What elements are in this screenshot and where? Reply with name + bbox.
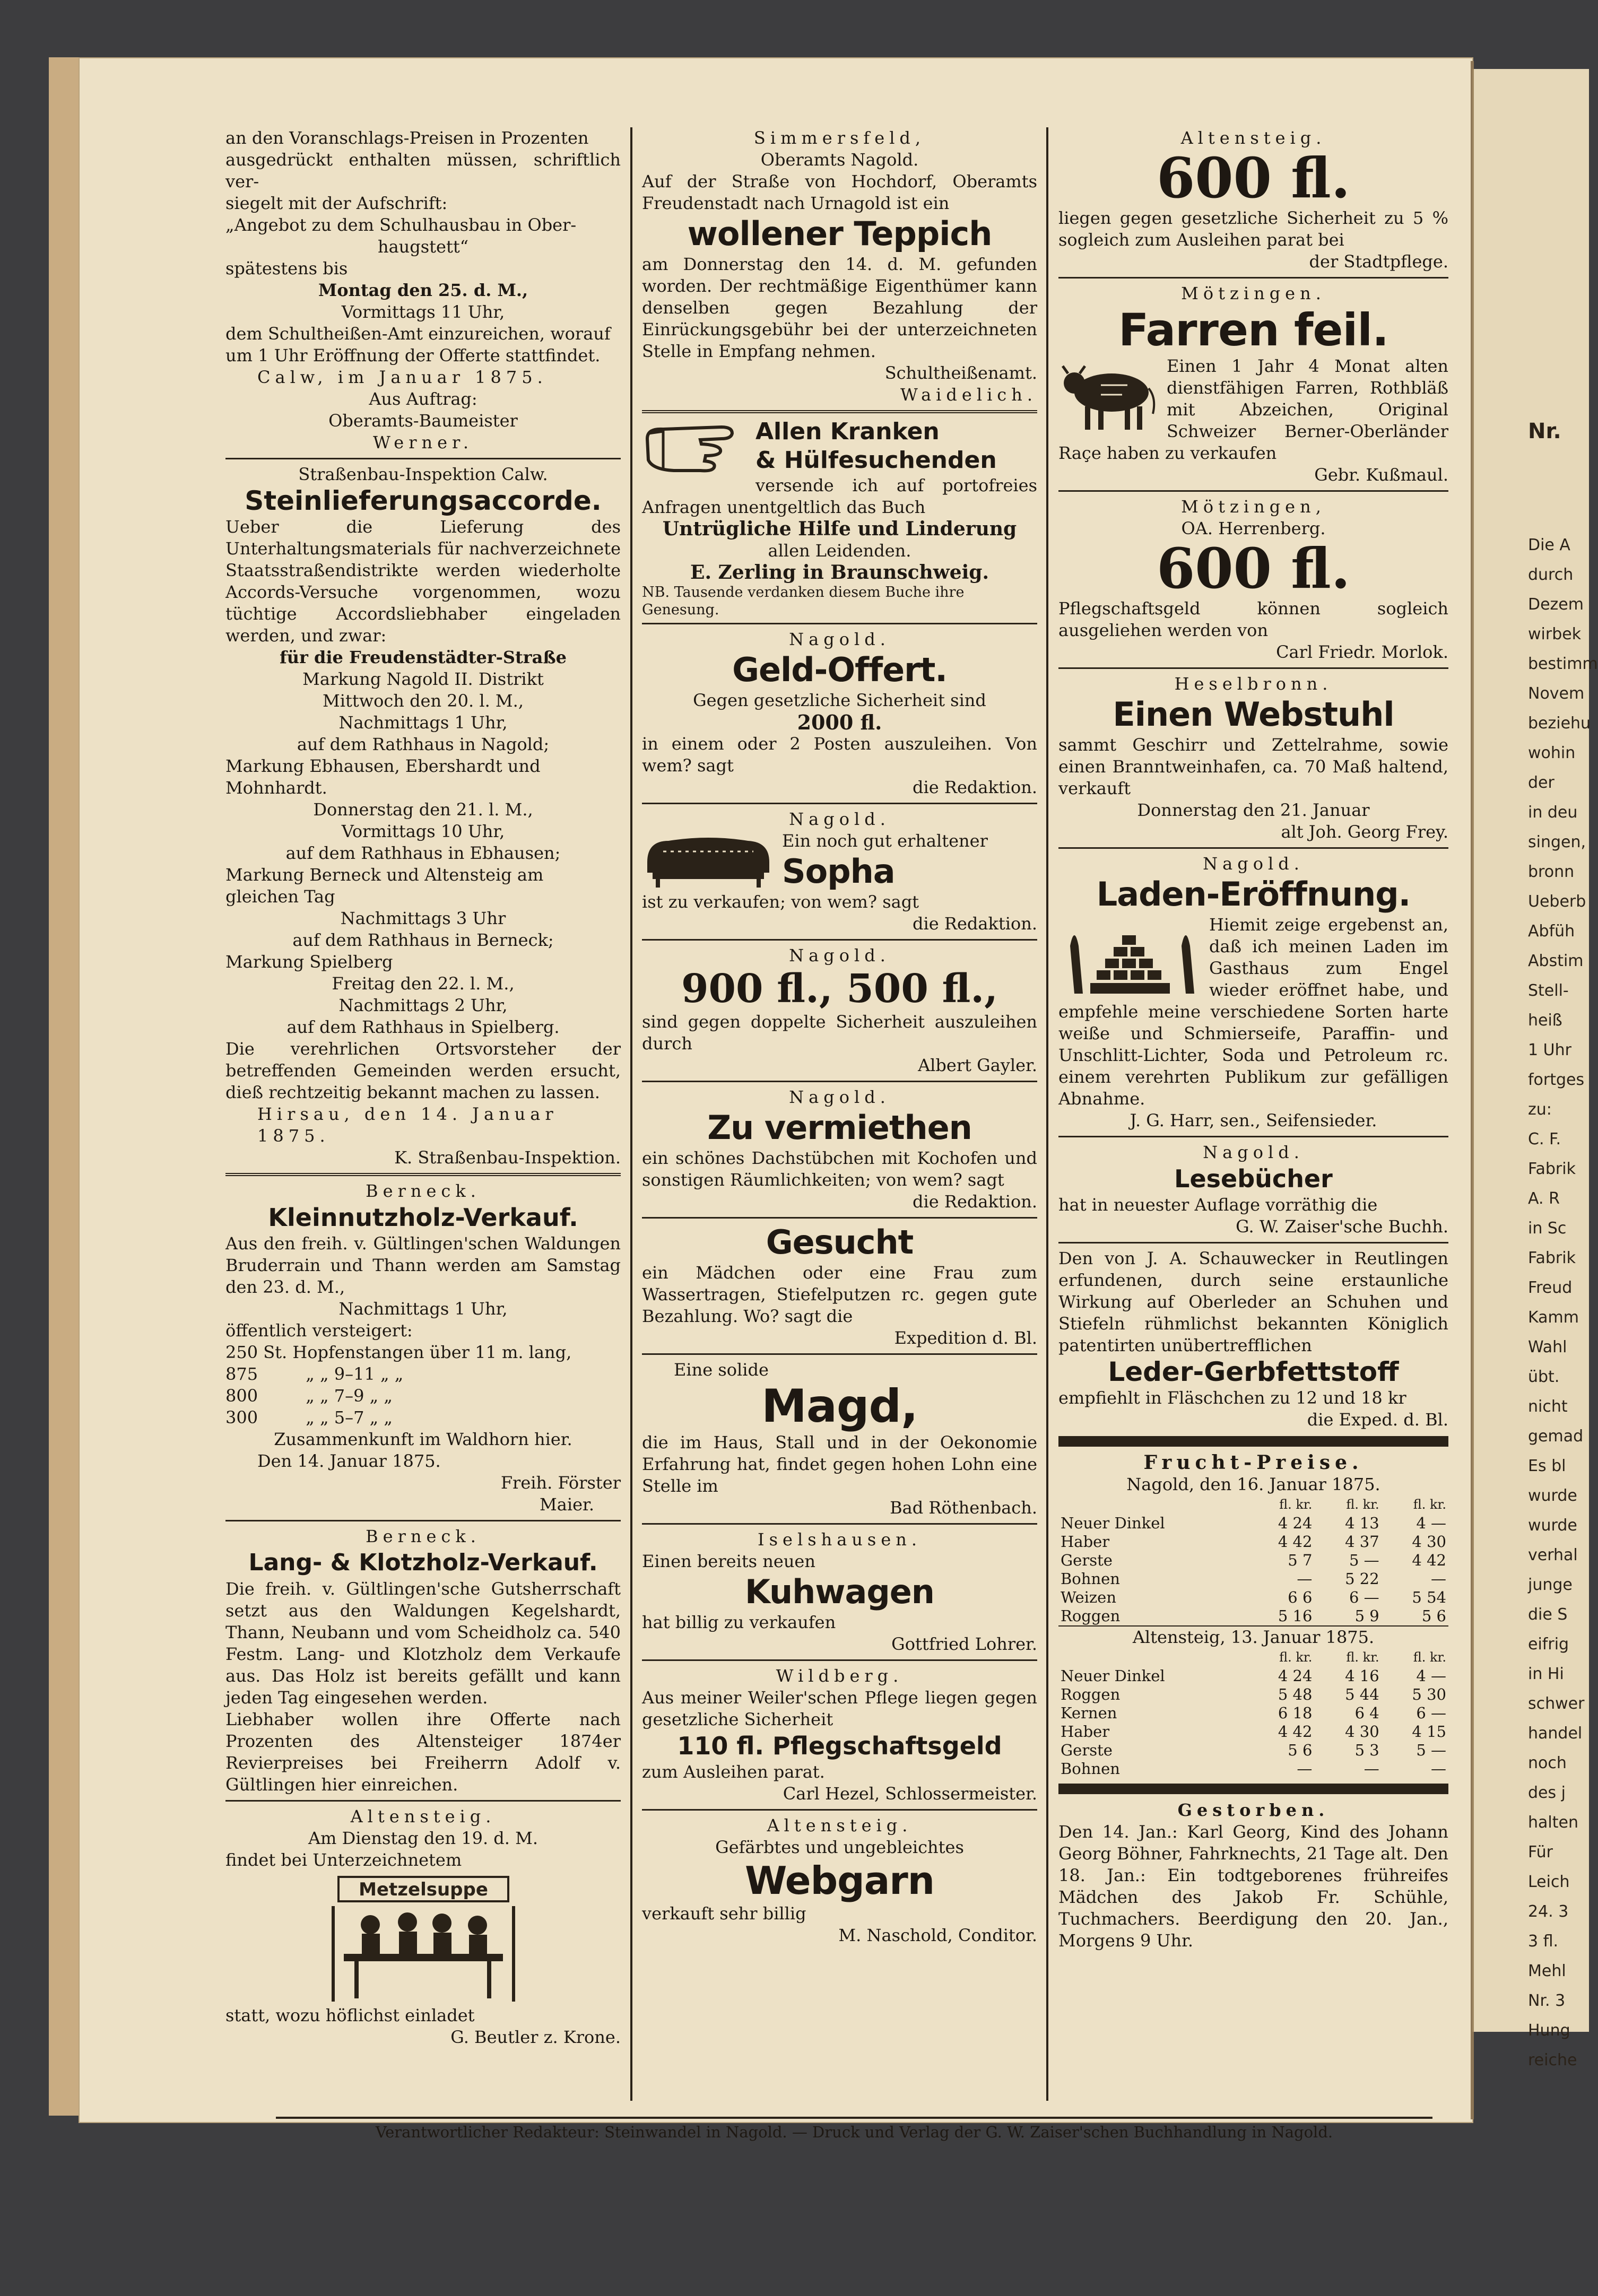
ad-sender: E. Zerling in Braunschweig. bbox=[690, 561, 989, 584]
ad-body: sammt Geschirr und Zettelrahme, sowie einen Branntweinhafen, ca. 70 Maß haltend, verkauft bbox=[1058, 735, 1448, 798]
ad-place: Simmersfeld, bbox=[753, 128, 926, 148]
next-page-line: durch bbox=[1528, 566, 1574, 584]
ad-signature: der Stadtpflege. bbox=[1309, 251, 1448, 272]
column-1 bbox=[225, 127, 621, 2048]
ad-intro: öffentlich versteigert: bbox=[225, 1320, 413, 1341]
ad-line: Vormittags 10 Uhr, bbox=[341, 821, 505, 841]
prices-title: Frucht-Preise. bbox=[1143, 1451, 1363, 1474]
next-page-line: Leich bbox=[1528, 1873, 1570, 1891]
ad-line: Gegen gesetzliche Sicherheit sind bbox=[693, 690, 986, 710]
ad-place: Altensteig. bbox=[350, 1806, 496, 1827]
ad-place: Altensteig. bbox=[767, 1815, 913, 1836]
ad-body: ist zu verkaufen; von wem? sagt bbox=[642, 892, 919, 912]
tavern-illustration bbox=[328, 1874, 519, 2002]
ad-found-carpet bbox=[642, 127, 1037, 406]
divider bbox=[1058, 847, 1448, 849]
ad-place: Wildberg. bbox=[776, 1666, 904, 1686]
table-row: Bohnen — — — bbox=[1061, 1760, 1446, 1778]
ad-line: dem Schultheißen-Amt einzureichen, worauf bbox=[225, 324, 611, 344]
ad-sofa bbox=[642, 808, 1037, 935]
ad-place: Nagold. bbox=[789, 809, 890, 829]
ad-schoolhouse-tender bbox=[225, 127, 621, 454]
ad-body: liegen gegen gesetzliche Sicherheit zu 5 % sogleich zum Ausleihen parat bei bbox=[1058, 208, 1448, 250]
ad-title: wollener Teppich bbox=[687, 214, 992, 253]
ad-line: auf dem Rathhaus in Nagold; bbox=[297, 734, 550, 754]
item: „ „ 5–7 „ „ bbox=[306, 1407, 393, 1428]
divider bbox=[225, 458, 621, 459]
divider bbox=[1058, 667, 1448, 669]
next-page-line: nicht bbox=[1528, 1397, 1568, 1416]
bull-icon bbox=[1058, 355, 1159, 435]
ad-meet: Zusammenkunft im Waldhorn hier. bbox=[274, 1429, 572, 1449]
next-page-line: übt. bbox=[1528, 1368, 1560, 1386]
ad-body: zum Ausleihen parat. bbox=[642, 1762, 825, 1782]
ad-title: Steinlieferungsaccorde. bbox=[245, 485, 602, 516]
next-page-line: junge bbox=[1528, 1576, 1573, 1594]
next-page-line: handel bbox=[1528, 1724, 1583, 1743]
ad-body: empfiehlt in Fläschchen zu 12 und 18 kr bbox=[1058, 1388, 1406, 1408]
ad-intro: Auf der Straße von Hochdorf, Oberamts Freudenstadt nach Urnagold ist ein bbox=[642, 171, 1037, 213]
qty: 875 bbox=[225, 1364, 258, 1384]
ad-body: ein schönes Dachstübchen mit Kochofen und sonstigen Räumlichkeiten; von wem? sagt bbox=[642, 1148, 1037, 1190]
next-page-line: bronn bbox=[1528, 863, 1575, 881]
ad-place: Heselbronn. bbox=[1174, 674, 1333, 694]
next-page-line: 1 Uhr bbox=[1528, 1041, 1571, 1059]
ad-line: spätestens bis bbox=[225, 258, 348, 279]
next-page-line: Fabrik bbox=[1528, 1249, 1576, 1267]
ad-date: Den 14. Januar 1875. bbox=[257, 1451, 441, 1471]
ad-line: Montag den 25. d. M., bbox=[318, 280, 528, 300]
prices-table-altensteig: fl. kr. fl. kr. fl. kr. Neuer Dinkel 4 24 4 16 4 — Roggen 5 48 5 44 5 30 Kernen 6 18 6 4 6 — Haber 4 42 4 30 4 15 Gerste 5 6 5 3 5 — Bohnen — — — bbox=[1058, 1648, 1448, 1778]
ad-place: Berneck. bbox=[366, 1526, 481, 1546]
ad-trust-loan-motzingen bbox=[1058, 496, 1448, 663]
next-page-line: 24. 3 bbox=[1528, 1902, 1569, 1921]
ad-body: versende ich auf portofreies Anfragen unentgeltlich das Buch bbox=[642, 475, 1037, 517]
ad-road: für die Freudenstädter-Straße bbox=[279, 647, 567, 667]
ad-title: Lang- & Klotzholz-Verkauf. bbox=[248, 1549, 598, 1576]
column-2 bbox=[642, 127, 1037, 1946]
ad-row bbox=[225, 1363, 621, 1385]
ad-body: Liebhaber wollen ihre Offerte nach Prozenten des Altensteiger 1874er Revierpreises bei Freiherrn Adolf v. Gültlingen hier einreichen. bbox=[225, 1709, 621, 1795]
ad-book: allen Leidenden. bbox=[768, 541, 911, 561]
ad-intro: Eine solide bbox=[674, 1360, 769, 1380]
ad-stone-delivery bbox=[225, 464, 621, 1169]
ad-closing: Die verehrlichen Ortsvorsteher der betreffenden Gemeinden werden ersucht, dieß rechtzeitig bekannt machen zu lassen. bbox=[225, 1039, 621, 1102]
metzelsuppe-sign-text: Metzelsuppe bbox=[358, 1879, 488, 1900]
ad-for-rent bbox=[642, 1086, 1037, 1213]
ad-place: Altensteig. bbox=[1180, 128, 1326, 148]
ad-body: die im Haus, Stall und in der Oekonomie Erfahrung hat, findet gegen hohen Lohn eine Stelle im bbox=[642, 1432, 1037, 1496]
ad-title: Magd, bbox=[761, 1380, 918, 1433]
next-page-line: reiche bbox=[1528, 2051, 1577, 2069]
next-page-line: des j bbox=[1528, 1784, 1566, 1802]
thick-divider bbox=[1058, 1436, 1448, 1447]
ad-body: Den von J. A. Schauwecker in Reutlingen erfundenen, durch seine erstaunliche Wirkung auf Oberleder an Schuhen und Stiefeln rühmlichst bekannten Königlich patentirten unübertrefflichen bbox=[1058, 1248, 1448, 1355]
ad-title: Allen Kranken bbox=[755, 418, 940, 445]
ad-line: Markung Ebhausen, Ebershardt und Mohnhardt. bbox=[225, 756, 541, 798]
next-page-line: bestimm bbox=[1528, 655, 1598, 673]
next-page-line: Fabrik bbox=[1528, 1160, 1576, 1178]
ad-line: haugstett“ bbox=[377, 237, 469, 257]
ad-wanted bbox=[642, 1223, 1037, 1349]
deaths-notice bbox=[1058, 1799, 1448, 1952]
ad-loan-amounts bbox=[642, 945, 1037, 1076]
next-page-line: wurde bbox=[1528, 1486, 1577, 1505]
ad-line: ausgedrückt enthalten müssen, schriftlich ver- bbox=[225, 150, 621, 192]
ad-line: siegelt mit der Aufschrift: bbox=[225, 193, 448, 213]
next-page-line: Freud bbox=[1528, 1279, 1573, 1297]
ad-title: Lesebücher bbox=[1174, 1164, 1333, 1193]
next-page-line: halten bbox=[1528, 1813, 1578, 1832]
ad-signature: die Redaktion. bbox=[913, 1192, 1037, 1212]
ad-title: Farren feil. bbox=[1118, 304, 1389, 356]
divider bbox=[642, 623, 1037, 624]
next-page-line: Kamm bbox=[1528, 1308, 1579, 1327]
ad-title: Gesucht bbox=[766, 1223, 914, 1262]
table-row: Kernen 6 18 6 4 6 — bbox=[1061, 1704, 1446, 1722]
ad-line: Donnerstag den 21. l. M., bbox=[313, 799, 533, 820]
deaths-body: Den 14. Jan.: Karl Georg, Kind des Johann Georg Böhner, Fahrknechts, 21 Tage alt. Den 18. Jan.: Ein todtgeborenes frühreifes Mädchen des Jakob Fr. Schühle, Tuchmachers. Beerdigung den 20. Jan., Morgens 9 Uhr. bbox=[1058, 1822, 1448, 1951]
ad-place: Nagold. bbox=[789, 945, 890, 966]
ad-body: ein Mädchen oder eine Frau zum Wassertragen, Stiefelputzen rc. gegen gute Bezahlung. Wo? sagt die bbox=[642, 1263, 1037, 1326]
ad-intro: Gefärbtes und ungebleichtes bbox=[715, 1837, 964, 1857]
next-page-line: heiß bbox=[1528, 1011, 1562, 1030]
ad-body: in einem oder 2 Posten auszuleihen. Von wem? sagt bbox=[642, 734, 1037, 776]
ad-line: Mittwoch den 20. l. M., bbox=[322, 691, 524, 711]
ad-line: statt, wozu höflichst einladet bbox=[225, 2005, 475, 2025]
ad-row bbox=[225, 1407, 621, 1429]
divider bbox=[1058, 1136, 1448, 1137]
prices-market: Nagold, den 16. Januar 1875. bbox=[1126, 1474, 1380, 1494]
ad-title: Einen Webstuhl bbox=[1113, 695, 1394, 734]
divider bbox=[642, 1353, 1037, 1355]
ad-leather-grease bbox=[1058, 1248, 1448, 1431]
qty: 800 bbox=[225, 1386, 258, 1406]
ad-body: Pflegschaftsgeld können sogleich ausgeliehen werden von bbox=[1058, 598, 1448, 640]
prices-market: Altensteig, 13. Januar 1875. bbox=[1058, 1625, 1448, 1648]
next-page-line: Für bbox=[1528, 1843, 1553, 1862]
ad-line: Oberamts-Baumeister bbox=[328, 411, 518, 431]
ad-line: Aus Auftrag: bbox=[369, 389, 477, 409]
ad-loom bbox=[1058, 673, 1448, 843]
ad-line: Freitag den 22. l. M., bbox=[332, 973, 515, 994]
ad-signature: J. G. Harr, sen., Seifensieder. bbox=[1130, 1110, 1377, 1130]
ad-title: & Hülfesuchenden bbox=[755, 447, 997, 474]
next-page-line: Mehl bbox=[1528, 1962, 1566, 1980]
ad-place: Oberamts Nagold. bbox=[760, 150, 919, 170]
ad-title: Zu vermiethen bbox=[707, 1108, 972, 1147]
ad-line: Am Dienstag den 19. d. M. bbox=[308, 1828, 539, 1848]
next-page-line: verhal bbox=[1528, 1546, 1578, 1564]
ad-nb: NB. Tausende verdanken diesem Buche ihre Genesung. bbox=[642, 584, 965, 618]
ad-place: Iselshausen. bbox=[757, 1529, 922, 1550]
ad-signature: Maier. bbox=[540, 1494, 594, 1515]
ad-body: am Donnerstag den 14. d. M. gefunden worden. Der rechtmäßige Eigenthümer kann denselben gegen Bezahlung der Einrückungsgebühr bei der unterzeichneten Stelle in Empfang nehmen. bbox=[642, 254, 1037, 361]
next-page-line: in deu bbox=[1528, 803, 1578, 822]
ad-signature: G. Beutler z. Krone. bbox=[450, 2027, 621, 2047]
ad-maid bbox=[642, 1359, 1037, 1519]
ad-title: Kuhwagen bbox=[745, 1572, 934, 1611]
ad-date: Donnerstag den 21. Januar bbox=[1137, 800, 1370, 820]
ad-line: an den Voranschlags-Preisen in Prozenten bbox=[225, 128, 589, 148]
ad-yarn bbox=[642, 1815, 1037, 1946]
ad-signature: G. W. Zaiser'sche Buchh. bbox=[1236, 1216, 1448, 1237]
ad-line: findet bei Unterzeichnetem bbox=[225, 1850, 462, 1870]
ad-shop-opening bbox=[1058, 853, 1448, 1132]
next-page-line: in Sc bbox=[1528, 1219, 1567, 1238]
ad-title: 600 fl. bbox=[1156, 536, 1351, 601]
ad-body: verkauft sehr billig bbox=[642, 1903, 806, 1924]
table-row: Neuer Dinkel 4 24 4 13 4 — bbox=[1061, 1514, 1446, 1532]
ad-title: Sopha bbox=[782, 852, 895, 891]
table-row: Gerste 5 6 5 3 5 — bbox=[1061, 1741, 1446, 1759]
next-page-line: die S bbox=[1528, 1605, 1568, 1624]
divider bbox=[642, 1809, 1037, 1811]
col-head: fl. kr. bbox=[1279, 1497, 1313, 1512]
ad-line: auf dem Rathhaus in Ebhausen; bbox=[285, 843, 561, 863]
ad-signature: K. Straßenbau-Inspektion. bbox=[394, 1147, 621, 1168]
ad-signature: M. Naschold, Conditor. bbox=[838, 1925, 1037, 1945]
ad-signature: Gottfried Lohrer. bbox=[891, 1634, 1037, 1654]
next-page-line: Dezem bbox=[1528, 595, 1584, 614]
ad-signature: Carl Hezel, Schlossermeister. bbox=[783, 1784, 1037, 1804]
next-page-line: Abfüh bbox=[1528, 922, 1575, 941]
ad-line: Vormittags 11 Uhr, bbox=[341, 302, 505, 322]
ad-row bbox=[225, 1342, 621, 1363]
next-page-line: Die A bbox=[1528, 536, 1570, 554]
ad-place: OA. Herrenberg. bbox=[1181, 518, 1326, 538]
ad-time: Nachmittags 1 Uhr, bbox=[338, 1299, 508, 1319]
table-row: Neuer Dinkel 4 24 4 16 4 — bbox=[1061, 1667, 1446, 1685]
divider bbox=[1058, 1242, 1448, 1243]
ad-small-timber-sale bbox=[225, 1180, 621, 1516]
ad-signature: Schultheißenamt. bbox=[884, 363, 1037, 383]
ad-signature: die Redaktion. bbox=[913, 914, 1037, 934]
next-page-line: singen, bbox=[1528, 833, 1586, 851]
column-rule-1 bbox=[630, 127, 632, 2101]
qty: 300 bbox=[225, 1407, 258, 1428]
ad-title: Leder-Gerbfettstoff bbox=[1108, 1356, 1399, 1387]
sofa-icon bbox=[642, 830, 775, 889]
ad-title: Kleinnutzholz-Verkauf. bbox=[268, 1203, 578, 1232]
ad-body: Aus den freih. v. Gültlingen'schen Waldungen Bruderrain und Thann werden am Samstag den 23. d. M., bbox=[225, 1233, 621, 1297]
divider bbox=[1058, 490, 1448, 492]
next-page-line: eifrig bbox=[1528, 1635, 1569, 1654]
divider bbox=[225, 1173, 621, 1176]
ad-intro: Ein noch gut erhaltener bbox=[782, 831, 988, 851]
ad-title: 110 fl. Pflegschaftsgeld bbox=[677, 1732, 1002, 1760]
ad-signature: die Redaktion. bbox=[913, 777, 1037, 797]
next-page-line: Wahl bbox=[1528, 1338, 1567, 1356]
ad-body: Hiemit zeige ergebenst an, daß ich meinen Laden im Gasthaus zum Engel wieder eröffnet habe, und empfehle meine verschiedene Sorten harte weiße und Schmierseife, Paraffin- und Unschlitt-Lichter, Soda und Petroleum rc. einem verehrten Publikum zur gefälligen Abnahme. bbox=[1058, 915, 1448, 1109]
ad-place: Nagold. bbox=[1203, 854, 1304, 874]
col-head: fl. kr. bbox=[1346, 1497, 1379, 1512]
ad-row bbox=[225, 1385, 621, 1407]
ad-line: auf dem Rathhaus in Spielberg. bbox=[286, 1017, 560, 1037]
next-page-line: wirbek bbox=[1528, 625, 1582, 643]
ad-book: Untrügliche Hilfe und Linderung bbox=[662, 518, 1017, 540]
ad-place: Nagold. bbox=[789, 629, 890, 649]
ad-signature: Carl Friedr. Morlok. bbox=[1276, 642, 1448, 662]
ad-metzelsuppe bbox=[225, 1806, 621, 2048]
item: „ „ 7–9 „ „ bbox=[306, 1386, 393, 1406]
ad-place: Nagold. bbox=[789, 1087, 890, 1107]
ad-body: Ueber die Lieferung des Unterhaltungsmaterials für nachverzeichnete Staatsstraßendistrikte werden wiederholte Accords-Versuche vorgenommen, wozu tüchtige Accordsliebhaber eingeladen werden, und zwar: bbox=[225, 517, 621, 646]
next-page-line: Nr. 3 bbox=[1528, 1991, 1566, 2010]
ad-line: auf dem Rathhaus in Berneck; bbox=[292, 930, 554, 950]
ad-long-timber-sale bbox=[225, 1526, 621, 1796]
ad-money-offer bbox=[642, 629, 1037, 798]
next-page-line: C. F. bbox=[1528, 1130, 1561, 1149]
imprint-footer: Verantwortlicher Redakteur: Steinwandel in Nagold. — Druck und Verlag der G. W. Zaiser'schen Buchhandlung in Nagold. bbox=[276, 2117, 1432, 2141]
prices-table-nagold bbox=[1058, 1495, 1448, 1625]
next-page-line: zu: bbox=[1528, 1100, 1552, 1119]
ad-amount: 2000 fl. bbox=[797, 710, 882, 734]
next-page-line: noch bbox=[1528, 1754, 1567, 1772]
divider bbox=[642, 1659, 1037, 1661]
next-page-line: A. R bbox=[1528, 1189, 1560, 1208]
ad-place: Hirsau, den 14. Januar 1875. bbox=[257, 1104, 558, 1146]
grain-prices bbox=[1058, 1452, 1448, 1778]
ad-body: sind gegen doppelte Sicherheit auszuleihen durch bbox=[642, 1012, 1037, 1054]
ad-body: Einen 1 Jahr 4 Monat alten dienstfähigen Farren, Rothbläß mit Abzeichen, Original Schweizer Berner-Oberländer Raçe haben zu verkaufen bbox=[1058, 356, 1448, 463]
ad-title: Laden-Eröffnung. bbox=[1096, 875, 1411, 914]
ad-line: Nachmittags 2 Uhr, bbox=[338, 995, 508, 1015]
table-row: Bohnen — 5 22 — bbox=[1061, 1570, 1446, 1588]
table-row: Haber 4 42 4 37 4 30 bbox=[1061, 1533, 1446, 1551]
ad-title: Geld-Offert. bbox=[732, 650, 947, 689]
next-page-line: Ueberb bbox=[1528, 892, 1586, 911]
next-page-line: in Hi bbox=[1528, 1665, 1564, 1683]
ad-signature: Gebr. Kußmaul. bbox=[1314, 465, 1448, 485]
ad-line: um 1 Uhr Eröffnung der Offerte stattfindet. bbox=[225, 345, 601, 366]
table-row: Roggen 5 48 5 44 5 30 bbox=[1061, 1685, 1446, 1703]
divider bbox=[642, 410, 1037, 413]
divider bbox=[642, 1523, 1037, 1525]
ad-office: Straßenbau-Inspektion Calw. bbox=[298, 464, 548, 484]
column-rule-2 bbox=[1046, 127, 1048, 2101]
ad-line: „Angebot zu dem Schulhausbau in Ober- bbox=[225, 215, 577, 235]
ad-line: Nachmittags 1 Uhr, bbox=[338, 712, 508, 733]
table-row: Weizen 6 6 6 — 5 54 bbox=[1061, 1588, 1446, 1606]
column-3 bbox=[1058, 127, 1448, 1952]
next-page-line: fortges bbox=[1528, 1071, 1585, 1089]
soap-candles-icon bbox=[1058, 914, 1202, 999]
col-head: fl. kr. bbox=[1413, 1497, 1446, 1512]
ad-cow-cart bbox=[642, 1529, 1037, 1655]
next-page-line: wurde bbox=[1528, 1516, 1577, 1535]
pointing-hand-icon bbox=[642, 418, 748, 476]
ad-signature: Bad Röthenbach. bbox=[890, 1498, 1037, 1518]
table-row: Roggen 5 16 5 9 5 6 bbox=[1061, 1607, 1446, 1625]
item: „ „ 9–11 „ „ bbox=[306, 1364, 404, 1384]
divider bbox=[642, 1081, 1037, 1082]
ad-line: Calw, im Januar 1875. bbox=[257, 367, 548, 387]
ad-signature: Waidelich. bbox=[900, 385, 1037, 405]
ad-signature: Freih. Förster bbox=[500, 1473, 621, 1493]
ad-body: Die freih. v. Gültlingen'sche Gutsherrschaft setzt aus den Waldungen Kegelshardt, Thann, Neubann und vom Scheidholz ca. 540 Festm. Lang- und Klotzholz dem Verkaufe aus. Das Holz ist bereits gefällt und kann jeden Tag eingesehen werden. bbox=[225, 1579, 621, 1708]
next-page-line: schwer bbox=[1528, 1694, 1585, 1713]
divider bbox=[225, 1800, 621, 1802]
ad-bull-for-sale bbox=[1058, 283, 1448, 486]
next-page-line: Es bl bbox=[1528, 1457, 1566, 1475]
ad-line: Markung Spielberg bbox=[225, 952, 393, 972]
ad-body: hat in neuester Auflage vorräthig die bbox=[1058, 1195, 1378, 1215]
deaths-title: Gestorben. bbox=[1177, 1800, 1330, 1820]
table-row: Haber 4 42 4 30 4 15 bbox=[1061, 1723, 1446, 1741]
table-row: Gerste 5 7 5 — 4 42 bbox=[1061, 1551, 1446, 1569]
divider bbox=[642, 1217, 1037, 1219]
ad-place: Mötzingen, bbox=[1181, 497, 1326, 517]
ad-title: Webgarn bbox=[744, 1858, 935, 1903]
next-page-line: beziehu bbox=[1528, 714, 1591, 733]
next-page-line: Hung bbox=[1528, 2021, 1570, 2040]
ad-place: Nagold. bbox=[1203, 1142, 1304, 1162]
next-page-line: 3 fl. bbox=[1528, 1932, 1559, 1951]
thick-divider bbox=[1058, 1784, 1448, 1794]
ad-body: hat billig zu verkaufen bbox=[642, 1612, 836, 1632]
ad-trust-money bbox=[642, 1665, 1037, 1805]
item: St. Hopfenstangen über 11 m. lang, bbox=[263, 1342, 572, 1362]
ad-signature: alt Joh. Georg Frey. bbox=[1281, 822, 1448, 842]
ad-signature: Expedition d. Bl. bbox=[894, 1328, 1037, 1348]
next-page-line: Stell- bbox=[1528, 981, 1569, 1000]
ad-reading-books bbox=[1058, 1142, 1448, 1238]
ad-town-loan bbox=[1058, 127, 1448, 273]
ad-title: 600 fl. bbox=[1156, 145, 1351, 211]
ad-signature: die Exped. d. Bl. bbox=[1307, 1410, 1448, 1430]
ad-body: Aus meiner Weiler'schen Pflege liegen gegen gesetzliche Sicherheit bbox=[642, 1688, 1037, 1729]
ad-place: Berneck. bbox=[366, 1181, 481, 1201]
ad-line: Markung Nagold II. Distrikt bbox=[302, 669, 544, 689]
next-page-line: wohin bbox=[1528, 744, 1576, 762]
next-page-line: gemad bbox=[1528, 1427, 1584, 1446]
ad-intro: Einen bereits neuen bbox=[642, 1551, 815, 1571]
divider bbox=[642, 803, 1037, 804]
divider bbox=[225, 1520, 621, 1521]
next-page-line: der bbox=[1528, 773, 1554, 792]
next-page-number: Nr. bbox=[1528, 419, 1561, 443]
ad-signature: Albert Gayler. bbox=[918, 1055, 1037, 1075]
ad-healing-book bbox=[642, 418, 1037, 619]
ad-line: Nachmittags 3 Uhr bbox=[340, 908, 506, 928]
ad-title: 900 fl., 500 fl., bbox=[681, 966, 998, 1012]
divider bbox=[1058, 277, 1448, 279]
next-page-line: Abstim bbox=[1528, 952, 1584, 970]
next-page-line: Novem bbox=[1528, 684, 1585, 703]
ad-signature: Werner. bbox=[372, 432, 473, 453]
divider bbox=[642, 939, 1037, 941]
ad-place: Mötzingen. bbox=[1181, 283, 1326, 303]
ad-line: Markung Berneck und Altensteig am gleichen Tag bbox=[225, 865, 544, 907]
qty: 250 bbox=[225, 1342, 258, 1362]
